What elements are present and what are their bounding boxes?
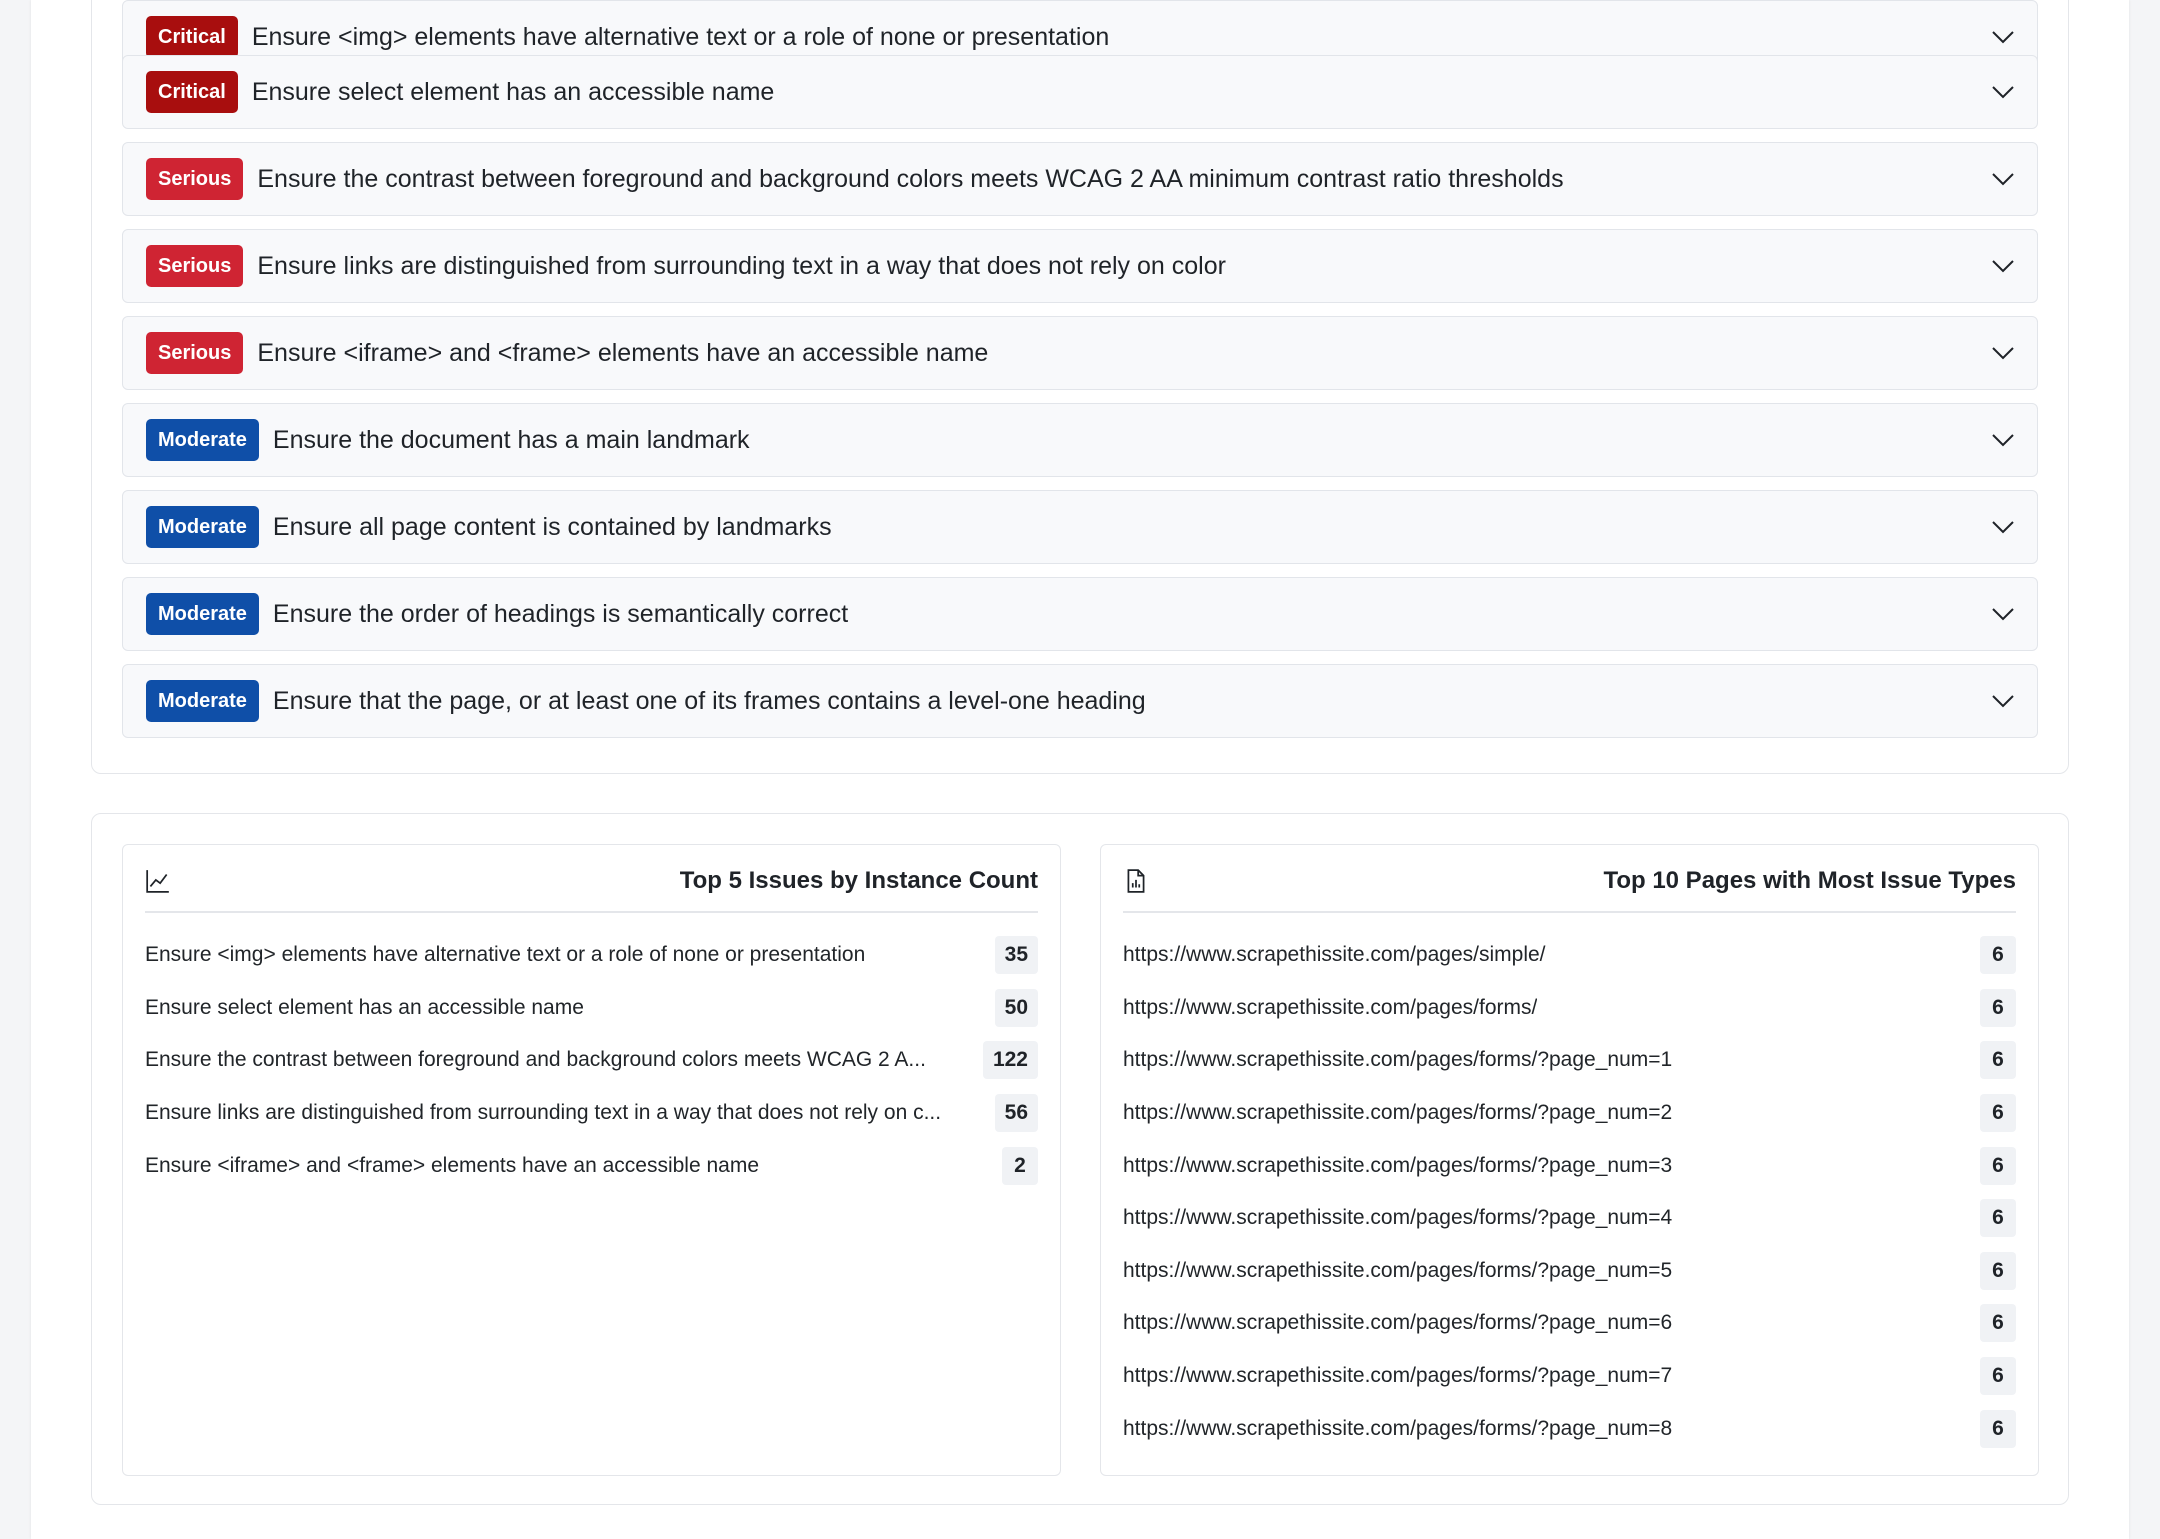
accordion-item[interactable]	[122, 142, 2038, 216]
accordion-item[interactable]	[122, 229, 2038, 303]
list-item-label: https://www.scrapethissite.com/pages/forms/?page_num=5	[1123, 1258, 1673, 1282]
list-item-label: Ensure <img> elements have alternative text or a role of none or presentation	[145, 943, 866, 967]
count-badge: 6	[1980, 1410, 2016, 1448]
issues-card	[91, 0, 2069, 774]
severity-badge: Critical	[146, 16, 238, 58]
severity-badge: Moderate	[146, 506, 259, 548]
count-badge: 6	[1980, 1304, 2016, 1342]
count-badge: 6	[1980, 1147, 2016, 1185]
list-item-label: https://www.scrapethissite.com/pages/forms/?page_num=4	[1123, 1206, 1673, 1230]
report-page	[31, 0, 2129, 1539]
accordion-item-title: Ensure select element has an accessible name	[251, 77, 775, 106]
accordion-item-title: Ensure <img> elements have alternative text or a role of none or presentation	[251, 22, 1110, 51]
list-item-label: https://www.scrapethissite.com/pages/simple/	[1123, 943, 1546, 967]
list-item	[145, 1034, 1038, 1087]
chevron-down-icon[interactable]	[1991, 694, 2015, 708]
list-item	[1123, 929, 2016, 982]
list-item-label: https://www.scrapethissite.com/pages/forms/?page_num=2	[1123, 1101, 1673, 1125]
severity-badge: Serious	[146, 245, 243, 287]
accordion-item[interactable]	[122, 403, 2038, 477]
count-badge: 6	[1980, 1199, 2016, 1237]
file-chart-icon	[1123, 868, 1149, 894]
chevron-down-icon[interactable]	[1991, 520, 2015, 534]
severity-badge: Critical	[146, 71, 238, 113]
chevron-down-icon[interactable]	[1991, 30, 2015, 44]
list-item	[145, 929, 1038, 982]
top-pages-panel	[1100, 844, 2039, 1476]
accordion-item[interactable]	[122, 577, 2038, 651]
list-item-label: https://www.scrapethissite.com/pages/forms/?page_num=8	[1123, 1416, 1673, 1440]
count-badge: 6	[1980, 1252, 2016, 1290]
count-badge: 35	[995, 936, 1038, 974]
list-item	[145, 982, 1038, 1035]
count-badge: 50	[995, 989, 1038, 1027]
count-badge: 6	[1980, 936, 2016, 974]
line-chart-icon	[145, 868, 171, 894]
list-item	[1123, 1245, 2016, 1298]
list-item	[1123, 1402, 2016, 1455]
count-badge: 2	[1002, 1147, 1038, 1185]
chevron-down-icon[interactable]	[1991, 259, 2015, 273]
count-badge: 122	[983, 1041, 1038, 1079]
list-item-label: Ensure <iframe> and <frame> elements have an accessible name	[145, 1153, 760, 1177]
list-item	[145, 1087, 1038, 1140]
list-item	[1123, 1350, 2016, 1403]
list-item-label: Ensure the contrast between foreground and background colors meets WCAG 2 A...	[145, 1048, 926, 1072]
accordion-item[interactable]	[122, 55, 2038, 129]
top-pages-title: Top 10 Pages with Most Issue Types	[1603, 867, 2016, 894]
list-item-label: https://www.scrapethissite.com/pages/forms/?page_num=6	[1123, 1311, 1673, 1335]
top-issues-title: Top 5 Issues by Instance Count	[679, 867, 1038, 894]
list-item-label: https://www.scrapethissite.com/pages/forms/?page_num=3	[1123, 1153, 1673, 1177]
list-item-label: Ensure links are distinguished from surrounding text in a way that does not rely on c...	[145, 1101, 942, 1125]
accordion-item[interactable]	[122, 316, 2038, 390]
list-item-label: https://www.scrapethissite.com/pages/forms/	[1123, 995, 1538, 1019]
top-issues-header	[145, 845, 1038, 913]
severity-badge: Serious	[146, 332, 243, 374]
list-item	[1123, 1139, 2016, 1192]
summary-card	[91, 813, 2069, 1505]
accordion-item[interactable]	[122, 664, 2038, 738]
count-badge: 6	[1980, 1357, 2016, 1395]
list-item-label: https://www.scrapethissite.com/pages/forms/?page_num=7	[1123, 1364, 1673, 1388]
list-item	[1123, 1192, 2016, 1245]
chevron-down-icon[interactable]	[1991, 346, 2015, 360]
accordion-item-title: Ensure the document has a main landmark	[272, 425, 750, 454]
severity-badge: Moderate	[146, 680, 259, 722]
top-issues-list	[145, 929, 1038, 1192]
severity-badge: Moderate	[146, 419, 259, 461]
accordion-item-title: Ensure the order of headings is semantically correct	[272, 599, 849, 628]
count-badge: 6	[1980, 1041, 2016, 1079]
list-item	[145, 1139, 1038, 1192]
count-badge: 56	[995, 1094, 1038, 1132]
severity-badge: Moderate	[146, 593, 259, 635]
accordion-item-title: Ensure links are distinguished from surrounding text in a way that does not rely on color	[257, 251, 1226, 280]
list-item	[1123, 1087, 2016, 1140]
chevron-down-icon[interactable]	[1991, 172, 2015, 186]
chevron-down-icon[interactable]	[1991, 85, 2015, 99]
list-item	[1123, 1297, 2016, 1350]
list-item-label: https://www.scrapethissite.com/pages/forms/?page_num=1	[1123, 1048, 1673, 1072]
list-item-label: Ensure select element has an accessible name	[145, 995, 584, 1019]
top-pages-header	[1123, 845, 2016, 913]
top-pages-list	[1123, 929, 2016, 1455]
count-badge: 6	[1980, 989, 2016, 1027]
accordion-item-title: Ensure the contrast between foreground and background colors meets WCAG 2 AA minimum contrast ratio thresholds	[257, 164, 1564, 193]
chevron-down-icon[interactable]	[1991, 607, 2015, 621]
severity-badge: Serious	[146, 158, 243, 200]
top-issues-panel	[122, 844, 1061, 1476]
count-badge: 6	[1980, 1094, 2016, 1132]
list-item	[1123, 1034, 2016, 1087]
list-item	[1123, 982, 2016, 1035]
accordion-item[interactable]	[122, 490, 2038, 564]
accordion-item-title: Ensure all page content is contained by landmarks	[272, 512, 832, 541]
accordion-item-title: Ensure that the page, or at least one of its frames contains a level-one heading	[272, 686, 1146, 715]
accordion-item-title: Ensure <iframe> and <frame> elements have an accessible name	[257, 338, 989, 367]
chevron-down-icon[interactable]	[1991, 433, 2015, 447]
